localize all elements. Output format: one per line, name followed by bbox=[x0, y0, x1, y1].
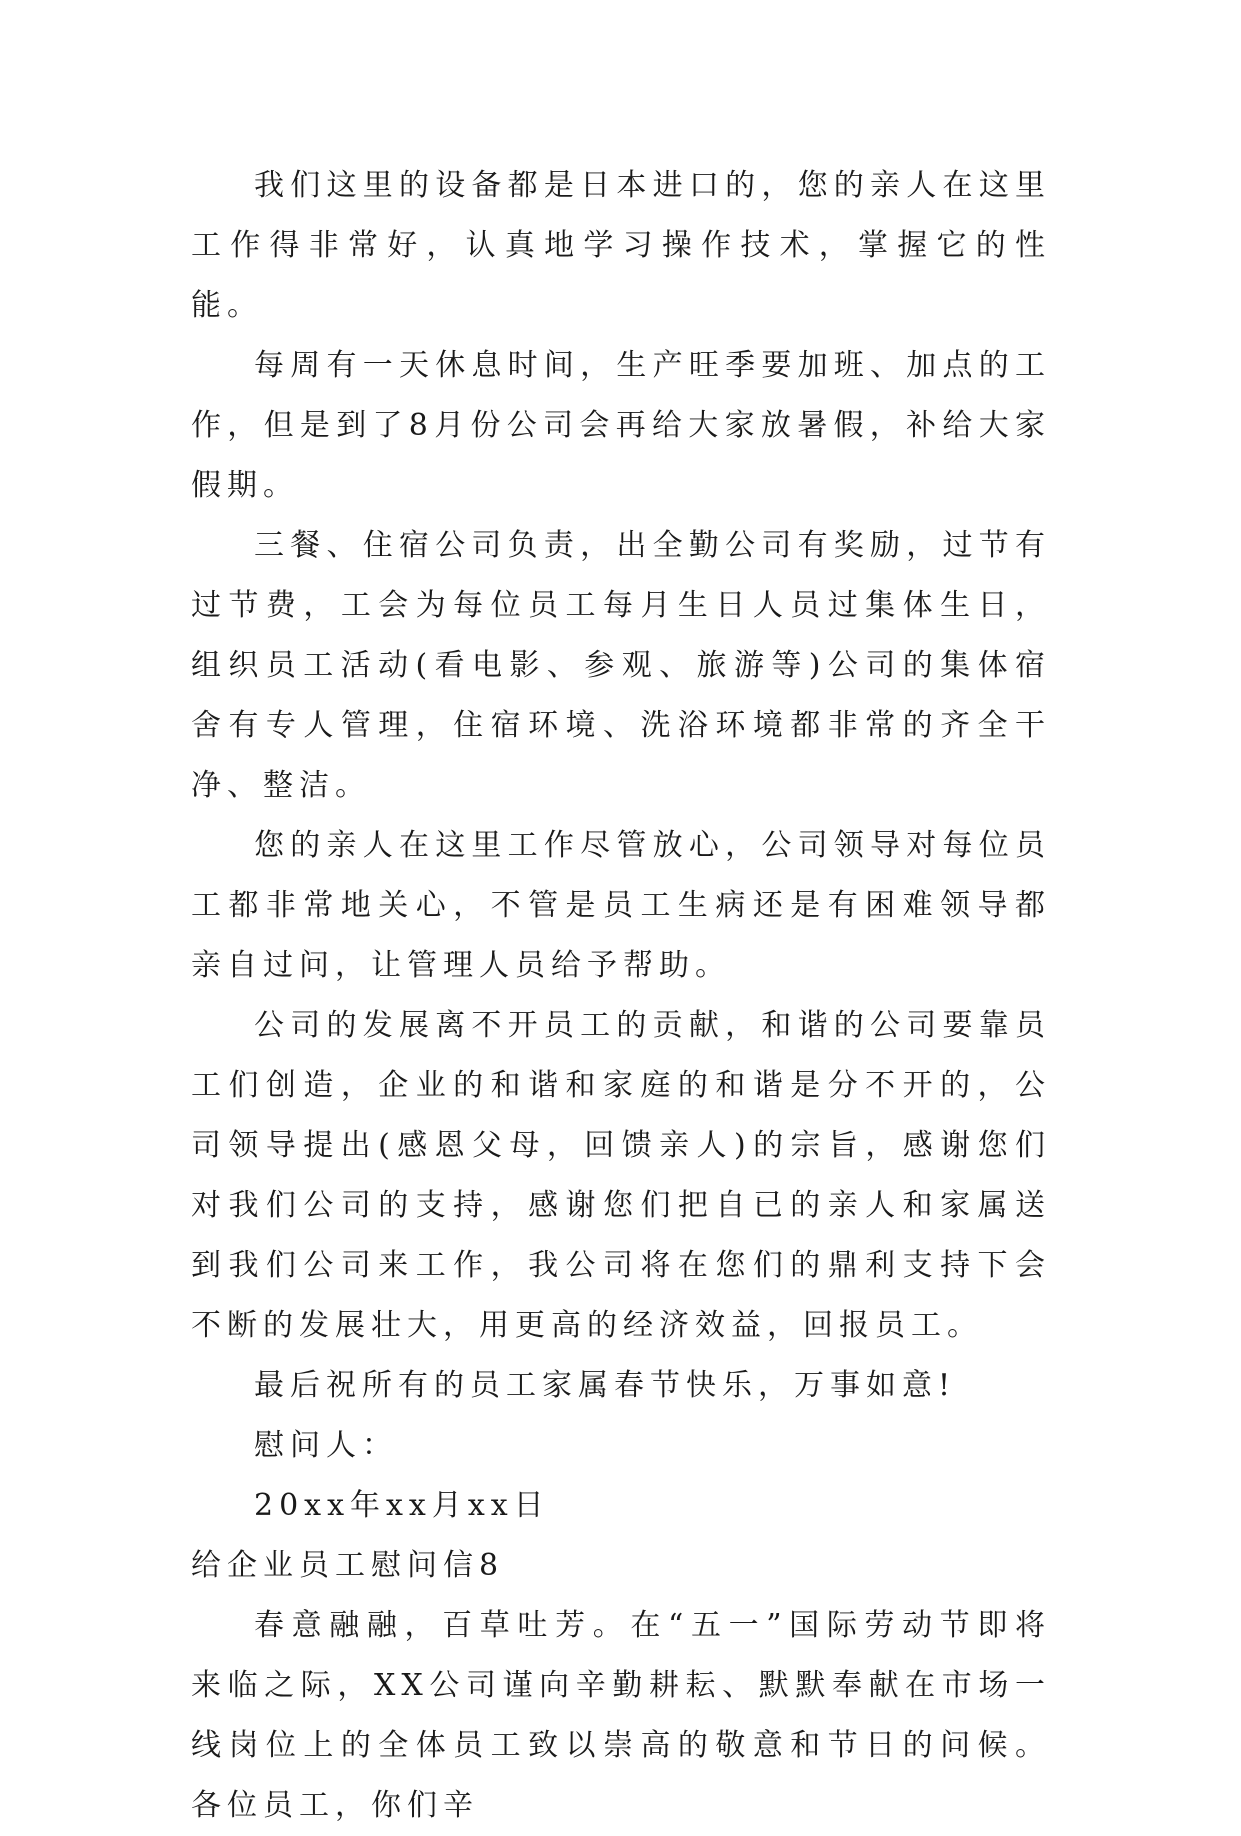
paragraph-rest-time: 每周有一天休息时间，生产旺季要加班、加点的工作，但是到了8月份公司会再给大家放暑假，补给大家假期。 bbox=[191, 348, 1051, 503]
paragraph-wishes: 最后祝所有的员工家属春节快乐，万事如意! bbox=[254, 1368, 957, 1403]
date-line: 20xx年xx月xx日 bbox=[254, 1488, 550, 1523]
paragraph-labor-day: 春意融融，百草吐芳。在“五一”国际劳动节即将来临之际，XX公司谨向辛勤耕耘、默默奉献在市场一线岗位上的全体员工致以崇高的敬意和节日的问候。各位员工，你们辛 bbox=[191, 1608, 1051, 1823]
paragraph-development: 公司的发展离不开员工的贡献，和谐的公司要靠员工们创造，企业的和谐和家庭的和谐是分不开的，公司领导提出(感恩父母，回馈亲人)的宗旨，感谢您们对我们公司的支持，感谢您们把自已的亲人和家属送到我们公司来工作，我公司将在您们的鼎利支持下会不断的发展壮大，用更高的经济效益，回报员工。 bbox=[191, 1008, 1051, 1343]
document-body bbox=[191, 156, 1051, 1836]
paragraph-equipment: 我们这里的设备都是日本进口的，您的亲人在这里工作得非常好，认真地学习操作技术，掌握它的性能。 bbox=[191, 168, 1051, 323]
signature-label: 慰问人： bbox=[254, 1428, 398, 1463]
paragraph-care: 您的亲人在这里工作尽管放心，公司领导对每位员工都非常地关心，不管是员工生病还是有困难领导都亲自过问，让管理人员给予帮助。 bbox=[191, 828, 1051, 983]
paragraph-welfare: 三餐、住宿公司负责，出全勤公司有奖励，过节有过节费，工会为每位员工每月生日人员过集体生日，组织员工活动(看电影、参观、旅游等)公司的集体宿舍有专人管理，住宿环境、洗浴环境都非常的齐全干净、整洁。 bbox=[191, 528, 1051, 803]
section-heading: 给企业员工慰问信8 bbox=[191, 1548, 505, 1583]
